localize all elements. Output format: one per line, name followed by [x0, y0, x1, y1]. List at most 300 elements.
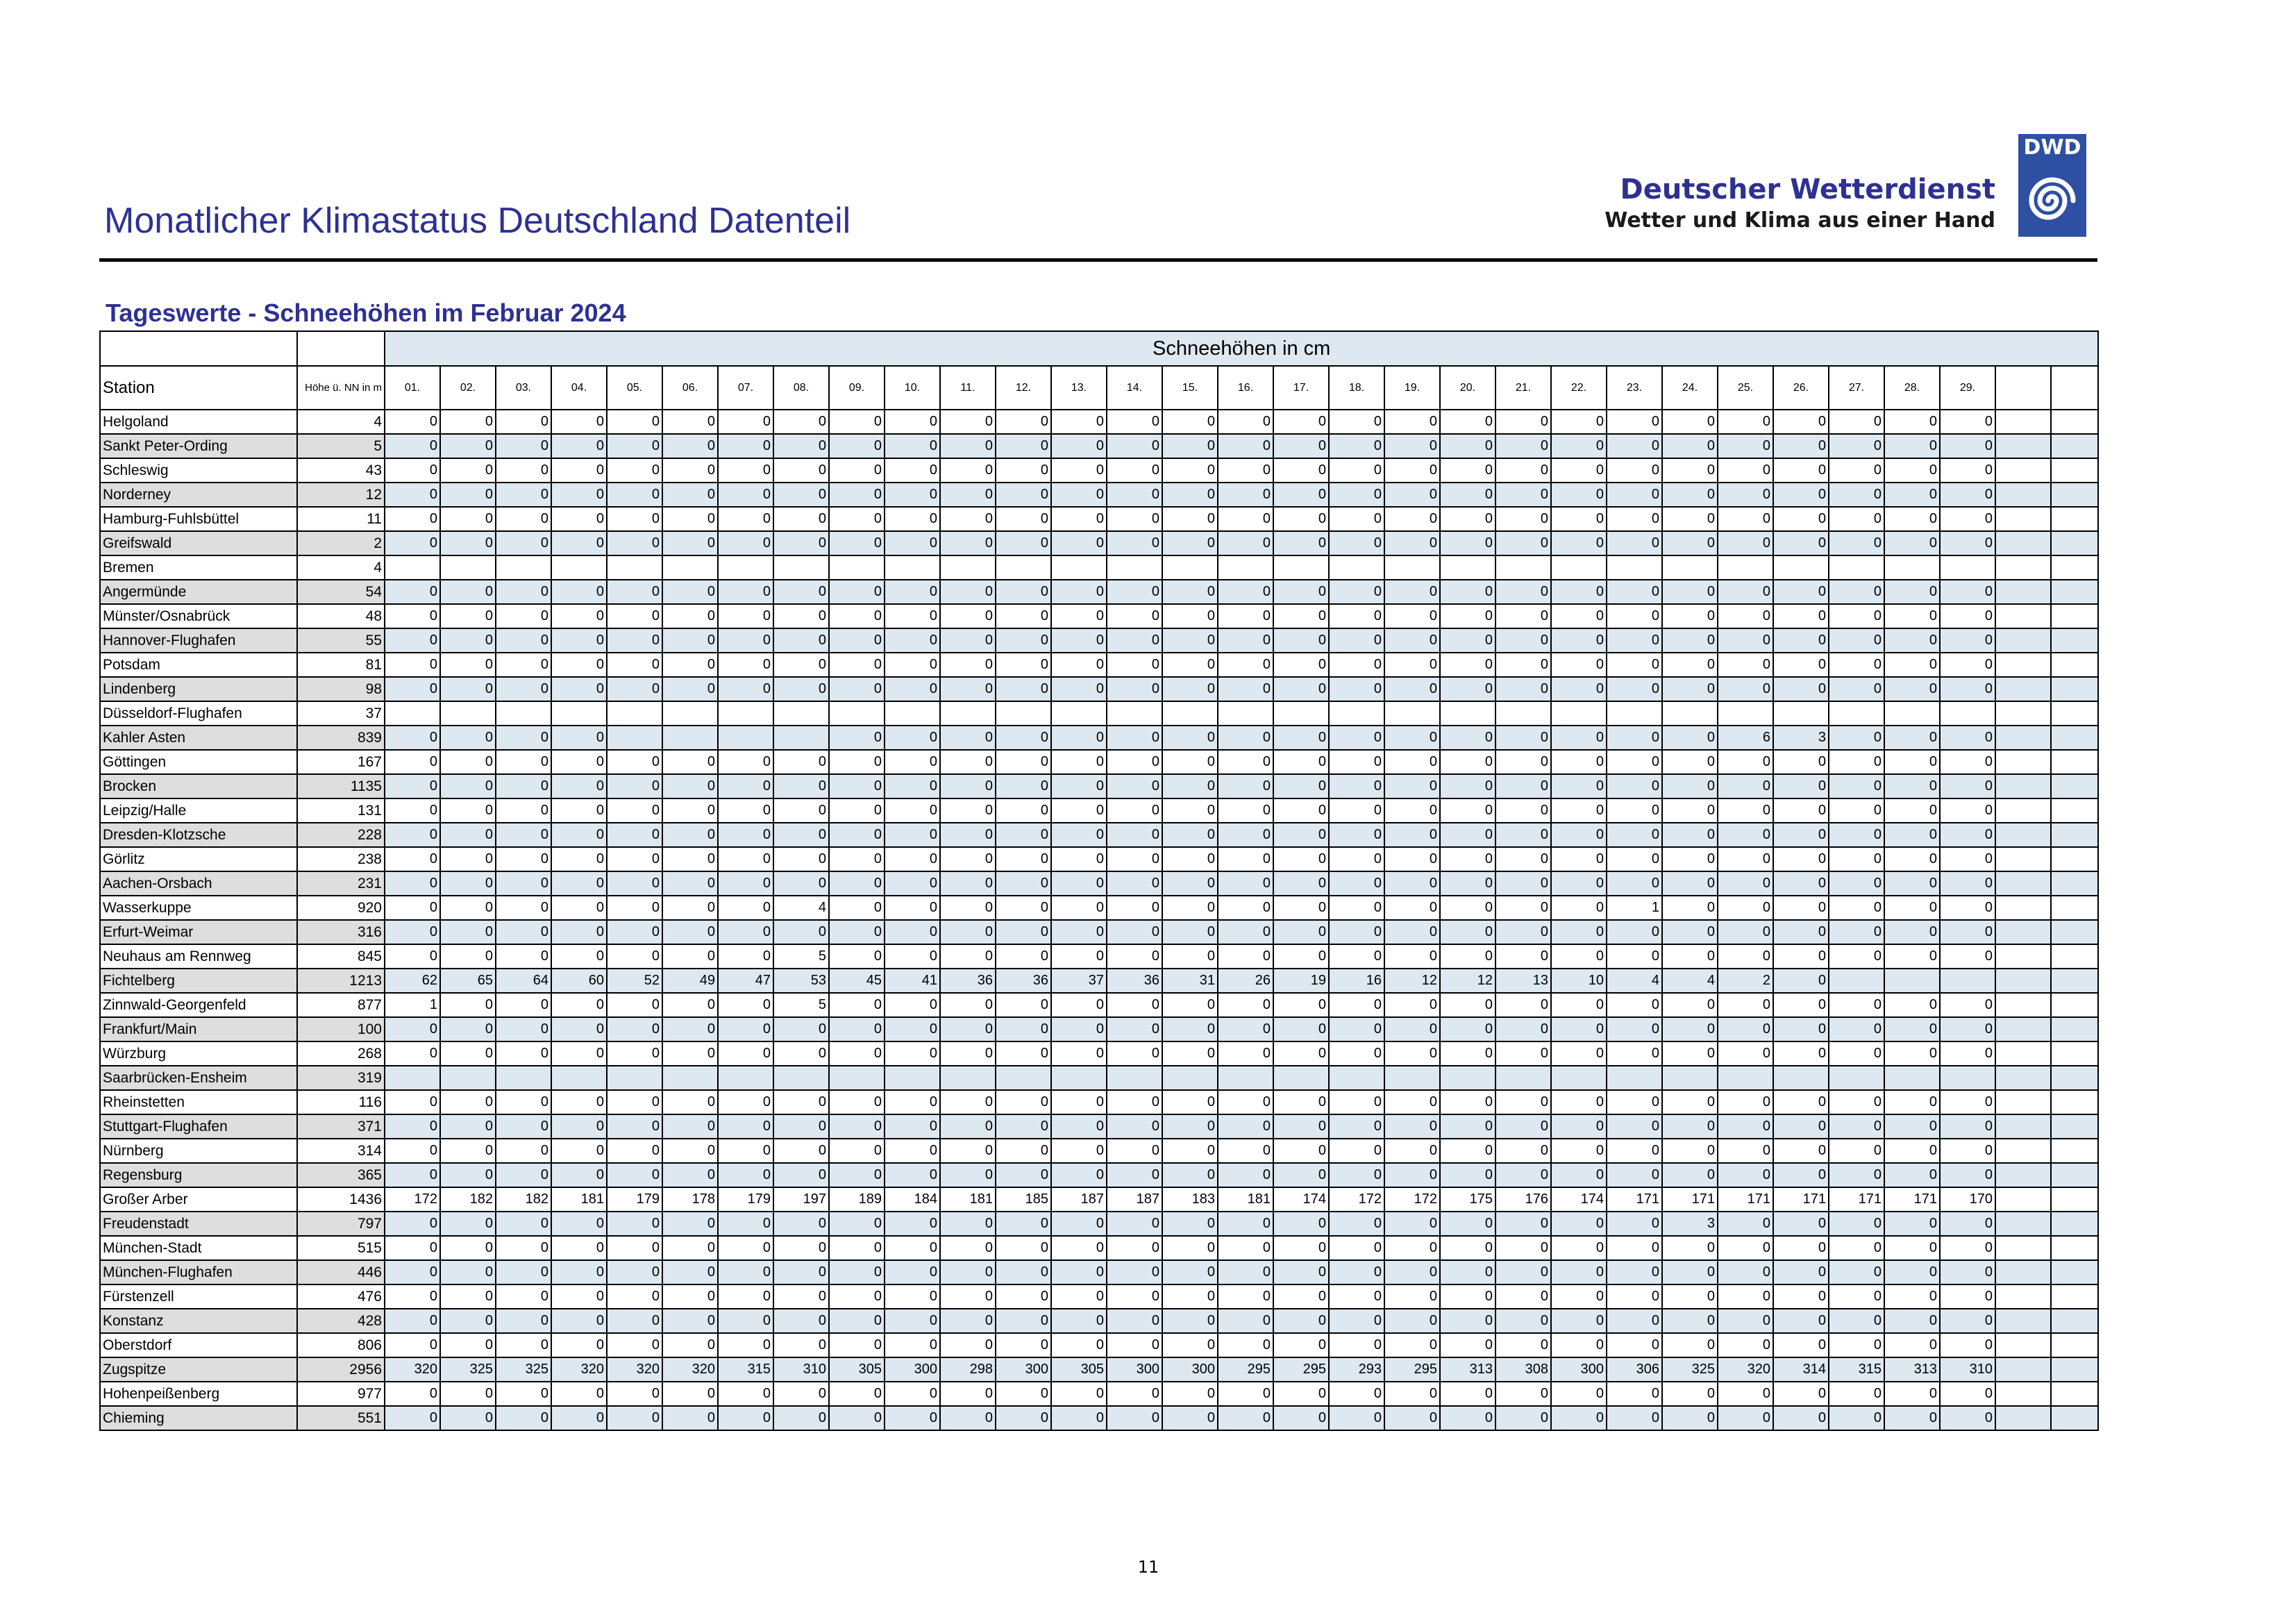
- snow-depth-cell: 0: [1218, 1236, 1273, 1260]
- station-height: 1135: [297, 774, 385, 798]
- snow-depth-cell: 0: [1273, 458, 1329, 483]
- snow-depth-cell: 0: [1884, 774, 1940, 798]
- snow-depth-cell: 310: [1940, 1357, 1995, 1382]
- station-name: Chieming: [100, 1406, 297, 1430]
- snow-depth-cell: 6: [1718, 726, 1773, 750]
- snow-depth-cell: 0: [829, 458, 885, 483]
- snow-depth-cell: 4: [1607, 969, 1662, 993]
- snow-depth-cell: 0: [1329, 847, 1384, 871]
- station-name: Göttingen: [100, 750, 297, 774]
- snow-depth-cell: 0: [1773, 653, 1829, 677]
- snow-depth-cell: 0: [385, 1406, 440, 1430]
- snow-depth-cell: 171: [1829, 1187, 1884, 1212]
- snow-depth-cell: 0: [1440, 920, 1495, 944]
- snow-depth-cell: 0: [1829, 847, 1884, 871]
- snow-depth-cell: 0: [1662, 871, 1718, 896]
- snow-depth-cell: 0: [773, 653, 829, 677]
- snow-depth-cell: 308: [1495, 1357, 1551, 1382]
- snow-depth-cell: 0: [1829, 1090, 1884, 1114]
- snow-depth-cell: 189: [829, 1187, 885, 1212]
- snow-depth-cell: 0: [718, 774, 773, 798]
- snow-depth-cell: 0: [551, 750, 607, 774]
- snow-depth-cell: 0: [1829, 1163, 1884, 1187]
- snow-depth-cell: 0: [1829, 1333, 1884, 1357]
- snow-depth-cell: [1995, 507, 2051, 531]
- snow-depth-cell: 0: [1273, 580, 1329, 604]
- snow-depth-cell: 0: [1662, 1309, 1718, 1333]
- snow-depth-cell: 0: [773, 871, 829, 896]
- table-row: [100, 604, 2098, 628]
- snow-depth-cell: 0: [662, 1041, 718, 1066]
- snow-depth-cell: 0: [496, 677, 551, 701]
- snow-depth-cell: 0: [885, 1236, 940, 1260]
- snow-depth-cell: 0: [662, 920, 718, 944]
- snow-depth-cell: 0: [829, 993, 885, 1017]
- snow-depth-cell: 0: [773, 410, 829, 434]
- station-height: 319: [297, 1066, 385, 1090]
- table-row: [100, 628, 2098, 653]
- snow-depth-cell: [1440, 1066, 1495, 1090]
- snow-depth-cell: [1995, 555, 2051, 580]
- snow-depth-cell: 0: [1273, 1139, 1329, 1163]
- snow-depth-cell: 0: [718, 871, 773, 896]
- snow-depth-cell: 0: [1662, 920, 1718, 944]
- snow-depth-cell: 178: [662, 1187, 718, 1212]
- snow-depth-cell: 0: [718, 1114, 773, 1139]
- snow-depth-cell: 0: [1940, 1382, 1995, 1406]
- station-height: 1436: [297, 1187, 385, 1212]
- snow-depth-cell: 0: [1884, 434, 1940, 458]
- snow-depth-cell: 0: [1273, 847, 1329, 871]
- snow-depth-cell: 0: [385, 483, 440, 507]
- snow-depth-cell: 0: [1162, 653, 1218, 677]
- snow-depth-cell: 0: [551, 458, 607, 483]
- snow-depth-cell: 300: [996, 1357, 1051, 1382]
- snow-depth-cell: 0: [996, 1212, 1051, 1236]
- station-height: 446: [297, 1260, 385, 1284]
- snow-depth-cell: 305: [1051, 1357, 1107, 1382]
- station-height: 4: [297, 555, 385, 580]
- snow-depth-cell: 0: [1218, 507, 1273, 531]
- header-blank-cell: [297, 331, 385, 366]
- snow-depth-cell: 0: [1107, 1090, 1162, 1114]
- snow-depth-cell: [1718, 701, 1773, 726]
- snow-depth-cell: [607, 726, 662, 750]
- snow-depth-cell: 0: [1495, 1212, 1551, 1236]
- snow-depth-cell: 0: [1718, 507, 1773, 531]
- snow-depth-cell: 0: [773, 1017, 829, 1041]
- snow-depth-cell: 26: [1218, 969, 1273, 993]
- snow-depth-cell: [2051, 628, 2098, 653]
- snow-depth-cell: 0: [1551, 1260, 1607, 1284]
- snow-depth-cell: 0: [829, 798, 885, 823]
- snow-depth-cell: 0: [885, 944, 940, 969]
- station-name: Fichtelberg: [100, 969, 297, 993]
- snow-depth-cell: 0: [1051, 410, 1107, 434]
- table-row: [100, 701, 2098, 726]
- snow-depth-cell: 0: [1495, 896, 1551, 920]
- snow-depth-cell: [1218, 1066, 1273, 1090]
- snow-depth-cell: 0: [940, 653, 996, 677]
- snow-depth-cell: [1551, 1066, 1607, 1090]
- snow-depth-cell: 0: [1329, 434, 1384, 458]
- snow-depth-cell: [1995, 847, 2051, 871]
- snow-depth-cell: 3: [1662, 1212, 1718, 1236]
- snow-depth-cell: 0: [496, 604, 551, 628]
- snow-depth-cell: 0: [1329, 823, 1384, 847]
- snow-depth-cell: 0: [440, 1212, 496, 1236]
- snow-depth-cell: 0: [662, 1139, 718, 1163]
- snow-depth-cell: 0: [1829, 1114, 1884, 1139]
- snow-depth-cell: 0: [1718, 1260, 1773, 1284]
- snow-depth-cell: 0: [885, 458, 940, 483]
- snow-depth-cell: 0: [1329, 1114, 1384, 1139]
- snow-depth-cell: 0: [996, 580, 1051, 604]
- snow-depth-cell: 4: [773, 896, 829, 920]
- snow-depth-cell: 0: [1440, 1382, 1495, 1406]
- snow-depth-cell: 0: [996, 677, 1051, 701]
- snow-depth-cell: 0: [1884, 1382, 1940, 1406]
- snow-depth-cell: 0: [1329, 726, 1384, 750]
- snow-depth-cell: [1495, 1066, 1551, 1090]
- snow-depth-cell: 0: [1718, 1163, 1773, 1187]
- snow-depth-cell: [2051, 1017, 2098, 1041]
- snow-depth-cell: 0: [718, 1236, 773, 1260]
- snow-depth-cell: 0: [496, 993, 551, 1017]
- snow-depth-cell: 0: [1051, 1212, 1107, 1236]
- snow-depth-cell: 0: [885, 677, 940, 701]
- snow-depth-cell: 0: [1384, 774, 1440, 798]
- station-height: 371: [297, 1114, 385, 1139]
- snow-depth-cell: 0: [1051, 1114, 1107, 1139]
- snow-depth-cell: 315: [718, 1357, 773, 1382]
- snow-depth-cell: 0: [1551, 993, 1607, 1017]
- snow-depth-cell: 0: [496, 1163, 551, 1187]
- snow-depth-cell: 0: [1384, 823, 1440, 847]
- snow-depth-cell: 0: [1051, 653, 1107, 677]
- station-name: Konstanz: [100, 1309, 297, 1333]
- snow-depth-cell: 0: [1495, 1309, 1551, 1333]
- snow-depth-cell: 0: [1884, 628, 1940, 653]
- station-height: 98: [297, 677, 385, 701]
- station-name: Norderney: [100, 483, 297, 507]
- snow-depth-cell: 325: [1662, 1357, 1718, 1382]
- snow-depth-cell: 0: [1162, 1139, 1218, 1163]
- snow-depth-cell: 0: [773, 507, 829, 531]
- snow-depth-cell: 0: [1662, 458, 1718, 483]
- snow-depth-cell: [2051, 1284, 2098, 1309]
- snow-depth-cell: [1995, 1357, 2051, 1382]
- snow-depth-cell: [773, 701, 829, 726]
- snow-depth-cell: 0: [940, 823, 996, 847]
- snow-depth-cell: 0: [1551, 653, 1607, 677]
- snow-depth-cell: 0: [885, 1163, 940, 1187]
- snow-depth-cell: 0: [1773, 1041, 1829, 1066]
- snow-depth-cell: [2051, 531, 2098, 555]
- snow-depth-cell: 0: [829, 920, 885, 944]
- snow-depth-cell: 0: [1218, 1114, 1273, 1139]
- snow-depth-cell: 0: [1495, 726, 1551, 750]
- snow-depth-cell: 0: [551, 1236, 607, 1260]
- snow-depth-cell: [1995, 1187, 2051, 1212]
- snow-depth-cell: [2051, 774, 2098, 798]
- snow-depth-cell: 0: [1495, 1090, 1551, 1114]
- snow-depth-cell: 182: [440, 1187, 496, 1212]
- snow-depth-cell: 0: [607, 871, 662, 896]
- table-row: [100, 580, 2098, 604]
- snow-depth-cell: 0: [940, 944, 996, 969]
- snow-depth-cell: 0: [1440, 458, 1495, 483]
- snow-depth-cell: 0: [1051, 847, 1107, 871]
- snow-depth-cell: 0: [885, 483, 940, 507]
- snow-depth-cell: 0: [385, 410, 440, 434]
- snow-depth-cell: 0: [1495, 628, 1551, 653]
- snow-depth-cell: 0: [829, 774, 885, 798]
- snow-depth-cell: 0: [1829, 628, 1884, 653]
- snow-depth-cell: 0: [496, 531, 551, 555]
- snow-depth-cell: 0: [940, 628, 996, 653]
- snow-depth-cell: [1995, 580, 2051, 604]
- snow-depth-cell: [1995, 1090, 2051, 1114]
- snow-depth-cell: 0: [1607, 1382, 1662, 1406]
- snow-depth-cell: 0: [385, 871, 440, 896]
- snow-depth-cell: 31: [1162, 969, 1218, 993]
- snow-depth-cell: 0: [718, 653, 773, 677]
- snow-depth-cell: 0: [940, 1333, 996, 1357]
- snow-depth-cell: [2051, 1066, 2098, 1090]
- snow-depth-cell: 0: [1218, 993, 1273, 1017]
- snow-depth-cell: 0: [1440, 653, 1495, 677]
- snow-depth-cell: 0: [1773, 434, 1829, 458]
- snow-depth-cell: [1607, 1066, 1662, 1090]
- snow-depth-cell: 293: [1329, 1357, 1384, 1382]
- snow-depth-cell: 313: [1440, 1357, 1495, 1382]
- snow-depth-cell: 0: [385, 1309, 440, 1333]
- snow-depth-cell: 0: [1940, 1406, 1995, 1430]
- snow-depth-cell: 0: [607, 483, 662, 507]
- table-row: [100, 1187, 2098, 1212]
- day-header: 11.: [940, 366, 996, 410]
- snow-depth-cell: 0: [1718, 944, 1773, 969]
- snow-depth-cell: 0: [773, 1163, 829, 1187]
- snow-depth-cell: 0: [1940, 1284, 1995, 1309]
- table-row: [100, 993, 2098, 1017]
- snow-depth-cell: 0: [385, 944, 440, 969]
- snow-depth-cell: 0: [1218, 726, 1273, 750]
- snow-depth-cell: 0: [1384, 896, 1440, 920]
- snow-depth-cell: 0: [1495, 1333, 1551, 1357]
- snow-depth-cell: 0: [1329, 750, 1384, 774]
- snow-depth-cell: [2051, 483, 2098, 507]
- station-name: Frankfurt/Main: [100, 1017, 297, 1041]
- snow-depth-cell: 0: [996, 1260, 1051, 1284]
- snow-depth-cell: [2051, 969, 2098, 993]
- snow-depth-cell: 0: [607, 677, 662, 701]
- snow-depth-cell: [2051, 823, 2098, 847]
- snow-depth-cell: 0: [1218, 823, 1273, 847]
- snow-depth-cell: 0: [940, 580, 996, 604]
- snow-depth-cell: 0: [662, 531, 718, 555]
- day-header: 04.: [551, 366, 607, 410]
- snow-depth-cell: 298: [940, 1357, 996, 1382]
- snow-depth-cell: 0: [1162, 1041, 1218, 1066]
- snow-depth-cell: 0: [607, 410, 662, 434]
- snow-depth-cell: 0: [440, 1114, 496, 1139]
- snow-depth-cell: 0: [1718, 628, 1773, 653]
- station-height: 806: [297, 1333, 385, 1357]
- snow-depth-cell: 0: [1551, 483, 1607, 507]
- table-row: [100, 507, 2098, 531]
- snow-depth-cell: 0: [1051, 750, 1107, 774]
- snow-depth-cell: 0: [1884, 944, 1940, 969]
- snow-depth-cell: [2051, 896, 2098, 920]
- snow-depth-cell: 0: [829, 1236, 885, 1260]
- table-row: [100, 1406, 2098, 1430]
- snow-depth-cell: 0: [829, 726, 885, 750]
- snow-depth-cell: 0: [1829, 1212, 1884, 1236]
- snow-depth-cell: [1107, 701, 1162, 726]
- snow-depth-cell: 320: [662, 1357, 718, 1382]
- snow-depth-cell: 0: [1829, 798, 1884, 823]
- snow-depth-cell: 0: [1607, 1236, 1662, 1260]
- snow-depth-cell: 0: [1829, 1284, 1884, 1309]
- snow-depth-cell: 0: [996, 653, 1051, 677]
- snow-depth-cell: 0: [940, 434, 996, 458]
- snow-depth-cell: 0: [1662, 580, 1718, 604]
- snow-depth-cell: 171: [1773, 1187, 1829, 1212]
- snow-depth-cell: 0: [1551, 410, 1607, 434]
- snow-depth-cell: [1718, 555, 1773, 580]
- snow-depth-cell: 0: [1162, 458, 1218, 483]
- snow-depth-cell: 0: [1273, 1212, 1329, 1236]
- snow-depth-cell: 0: [1773, 1406, 1829, 1430]
- snow-depth-cell: [773, 726, 829, 750]
- day-header: 22.: [1551, 366, 1607, 410]
- snow-depth-cell: 0: [1940, 726, 1995, 750]
- snow-depth-cell: 0: [1884, 847, 1940, 871]
- snow-depth-cell: 0: [1051, 1041, 1107, 1066]
- snow-depth-cell: 0: [1884, 1212, 1940, 1236]
- snow-depth-cell: 0: [1162, 823, 1218, 847]
- snow-depth-cell: 0: [551, 726, 607, 750]
- snow-depth-cell: 0: [1773, 1017, 1829, 1041]
- snow-depth-cell: 0: [885, 774, 940, 798]
- snow-depth-cell: 0: [385, 1284, 440, 1309]
- snow-depth-cell: 0: [1495, 1114, 1551, 1139]
- snow-depth-cell: 0: [1495, 774, 1551, 798]
- snow-depth-cell: 0: [940, 920, 996, 944]
- dwd-logo: [2018, 134, 2086, 237]
- snow-depth-cell: 0: [773, 798, 829, 823]
- snow-depth-cell: 0: [1162, 1017, 1218, 1041]
- snow-depth-cell: 0: [1162, 1382, 1218, 1406]
- snow-depth-cell: 0: [496, 1284, 551, 1309]
- snow-depth-cell: 0: [1440, 483, 1495, 507]
- snow-depth-cell: 0: [996, 993, 1051, 1017]
- snow-depth-cell: 0: [1829, 434, 1884, 458]
- snow-depth-cell: 0: [551, 1114, 607, 1139]
- snow-depth-cell: 0: [1773, 580, 1829, 604]
- snow-depth-cell: 0: [1940, 1309, 1995, 1333]
- snow-depth-cell: 0: [718, 1382, 773, 1406]
- snow-depth-cell: 0: [1107, 677, 1162, 701]
- snow-depth-cell: [1940, 555, 1995, 580]
- snow-depth-cell: [551, 701, 607, 726]
- station-height: 81: [297, 653, 385, 677]
- snow-depth-cell: 0: [1718, 750, 1773, 774]
- snow-depth-cell: [1607, 701, 1662, 726]
- document-title: Monatlicher Klimastatus Deutschland Datenteil: [104, 201, 851, 241]
- snow-depth-cell: 0: [1440, 1090, 1495, 1114]
- snow-depth-cell: 0: [1440, 1406, 1495, 1430]
- table-row: [100, 1090, 2098, 1114]
- snow-depth-cell: [1051, 555, 1107, 580]
- snow-depth-cell: [2051, 1382, 2098, 1406]
- day-header: 18.: [1329, 366, 1384, 410]
- snow-depth-cell: [662, 701, 718, 726]
- snow-depth-cell: 0: [662, 1017, 718, 1041]
- snow-depth-cell: 0: [1384, 483, 1440, 507]
- snow-depth-cell: 0: [1607, 507, 1662, 531]
- snow-depth-cell: 0: [1273, 871, 1329, 896]
- snow-depth-cell: 0: [1162, 1406, 1218, 1430]
- snow-depth-cell: 0: [885, 871, 940, 896]
- snow-depth-cell: 0: [440, 993, 496, 1017]
- snow-depth-cell: [1995, 1406, 2051, 1430]
- snow-depth-cell: 0: [1551, 604, 1607, 628]
- station-height: 11: [297, 507, 385, 531]
- snow-depth-cell: [1995, 434, 2051, 458]
- snow-depth-cell: 0: [996, 628, 1051, 653]
- snow-depth-cell: 0: [1662, 507, 1718, 531]
- snow-depth-cell: 0: [1440, 1212, 1495, 1236]
- snow-depth-cell: 0: [1440, 993, 1495, 1017]
- snow-depth-cell: [1218, 555, 1273, 580]
- snow-depth-cell: 0: [1940, 1163, 1995, 1187]
- snow-depth-cell: 0: [1829, 410, 1884, 434]
- snow-depth-cell: 0: [1107, 653, 1162, 677]
- station-name: Würzburg: [100, 1041, 297, 1066]
- snow-depth-cell: 0: [385, 920, 440, 944]
- snow-depth-cell: 0: [1940, 458, 1995, 483]
- snow-depth-cell: 0: [885, 434, 940, 458]
- snow-depth-cell: [1273, 701, 1329, 726]
- snow-depth-cell: 0: [1773, 750, 1829, 774]
- snow-depth-cell: [440, 1066, 496, 1090]
- table-row: [100, 1041, 2098, 1066]
- snow-depth-cell: 0: [829, 410, 885, 434]
- snow-depth-cell: 0: [1607, 1114, 1662, 1139]
- snow-depth-cell: 0: [385, 798, 440, 823]
- snow-depth-cell: 0: [1884, 1406, 1940, 1430]
- snow-depth-cell: 0: [940, 1090, 996, 1114]
- snow-depth-cell: 0: [607, 580, 662, 604]
- snow-depth-cell: 0: [496, 483, 551, 507]
- snow-depth-cell: [2051, 677, 2098, 701]
- snow-depth-cell: 0: [1107, 871, 1162, 896]
- snow-depth-cell: 13: [1495, 969, 1551, 993]
- snow-depth-cell: 0: [1829, 1309, 1884, 1333]
- snow-depth-cell: 172: [1329, 1187, 1384, 1212]
- snow-depth-cell: 0: [1773, 1114, 1829, 1139]
- snow-depth-cell: 0: [1218, 896, 1273, 920]
- snow-depth-cell: 0: [1829, 1236, 1884, 1260]
- snow-depth-cell: 0: [1551, 798, 1607, 823]
- snow-depth-cell: [1995, 531, 2051, 555]
- snow-depth-cell: 0: [1218, 1090, 1273, 1114]
- snow-depth-cell: 0: [1162, 1333, 1218, 1357]
- station-height: 551: [297, 1406, 385, 1430]
